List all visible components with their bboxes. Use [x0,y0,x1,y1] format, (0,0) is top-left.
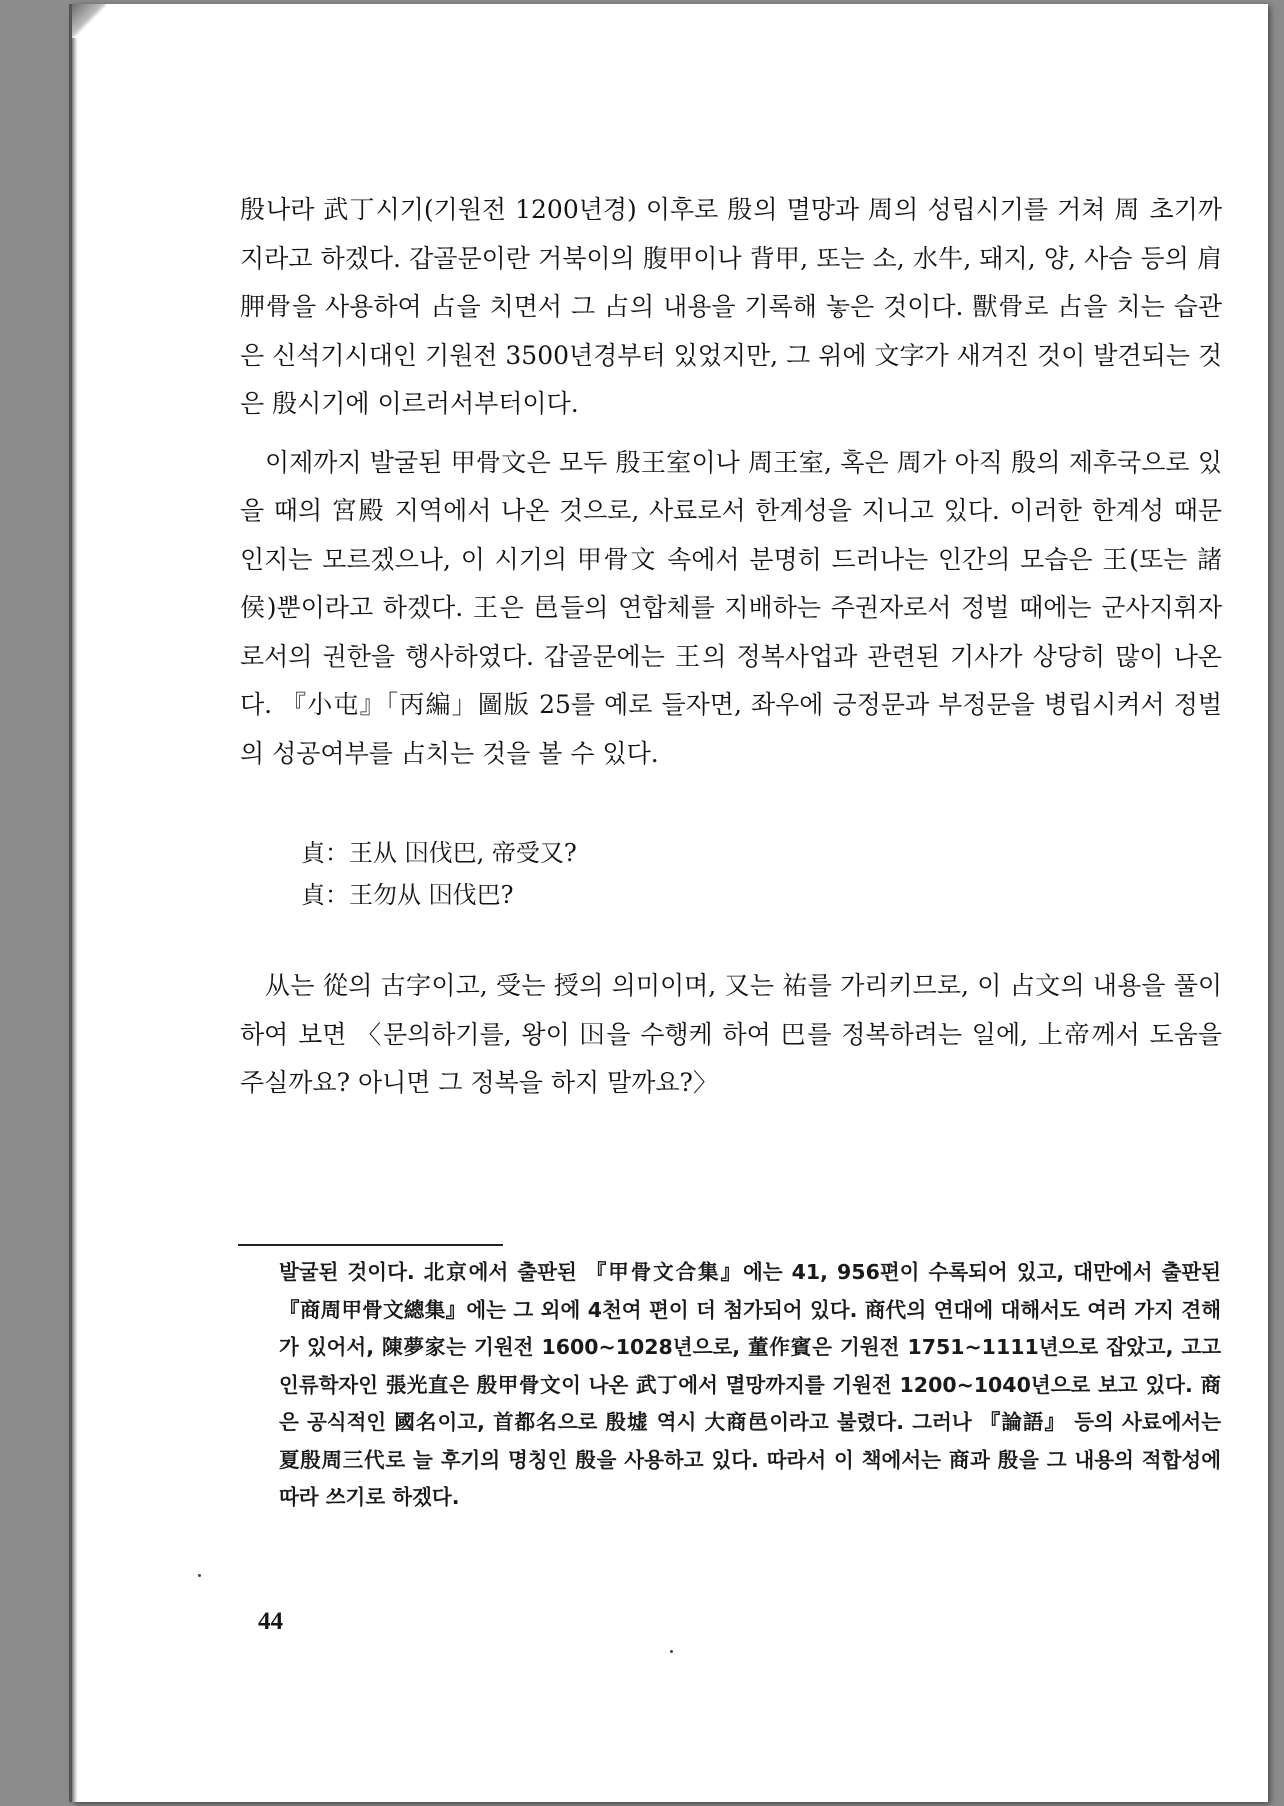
quote-line-2: 貞：王勿从 𡆥伐巴? [301,881,514,909]
paragraph-1: 殷나라 武丁시기(기원전 1200년경) 이후로 殷의 멸망과 周의 성립시기를 거쳐 周 초기까지라고 하겠다. 갑골문이란 거북이의 腹甲이나 背甲, 또는 소, 水牛, 돼지, 양, 사슴 등의 肩胛骨을 사용하여 占을 치면서 그 占의 내용을 기록해 놓은 것이다. 獸骨로 占을 치는 습관은 신석기시대인 기원전 3500년경부터 있었지만, 그 위에 文字가 새겨진 것이 발견되는 것은 殷시기에 이르러서부터이다. [240,195,1222,418]
scan-speck [198,1574,201,1577]
book-page [72,4,1268,1802]
oracle-inscription-quote [301,832,1222,916]
page-number: 44 [258,1608,283,1635]
paragraph-3: 从는 從의 古字이고, 受는 授의 의미이며, 又는 祐를 가리키므로, 이 占文의 내용을 풀이하여 보면 〈문의하기를, 왕이 𡆥을 수행케 하여 巴를 정복하려는 일에, 上帝께서 도움을 주실까요? 아니면 그 정복을 하지 말까요?〉 [240,971,1222,1097]
page-corner-curl [72,4,106,38]
footnote [279,1254,1221,1517]
footnote-text: 발굴된 것이다. 北京에서 출판된 『甲骨文合集』에는 41, 956편이 수록되어 있고, 대만에서 출판된 『商周甲骨文總集』에는 그 외에 4천여 편이 더 첨가되어 있다. 商代의 연대에 대해서도 여러 가지 견해가 있어서, 陳夢家는 기원전 1600~1028년으로, 董作賓은 기원전 1751~1111년으로 잡았고, 고고인류학자인 張光直은 殷甲骨文이 나온 武丁에서 멸망까지를 기원전 1200~1040년으로 보고 있다. 商은 공식적인 國名이고, 首都名으로 殷墟 역시 大商邑이라고 불렸다. 그러나 『論語』 등의 사료에서는 夏殷周三代로 늘 후기의 명칭인 殷을 사용하고 있다. 따라서 이 책에서는 商과 殷을 그 내용의 적합성에 따라 쓰기로 하겠다. [279,1260,1221,1509]
quote-line-1: 貞：王从 𡆥伐巴, 帝受又? [301,839,577,867]
scan-speck [670,1650,673,1653]
main-text [240,186,1222,1108]
page-fold-shadow [72,4,78,1802]
footnote-separator [238,1244,503,1246]
paragraph-2: 이제까지 발굴된 甲骨文은 모두 殷王室이나 周王室, 혹은 周가 아직 殷의 제후국으로 있을 때의 宮殿 지역에서 나온 것으로, 사료로서 한계성을 지니고 있다. 이러한 한계성 때문인지는 모르겠으나, 이 시기의 甲骨文 속에서 분명히 드러나는 인간의 모습은 王(또는 諸侯)뿐이라고 하겠다. 王은 邑들의 연합체를 지배하는 주권자로서 정벌 때에는 군사지휘자로서의 권한을 행사하였다. 갑골문에는 王의 정복사업과 관련된 기사가 상당히 많이 나온다. 『小屯』「丙編」圖版 25를 예로 들자면, 좌우에 긍정문과 부정문을 병립시켜서 정벌의 성공여부를 占치는 것을 볼 수 있다. [240,447,1222,768]
